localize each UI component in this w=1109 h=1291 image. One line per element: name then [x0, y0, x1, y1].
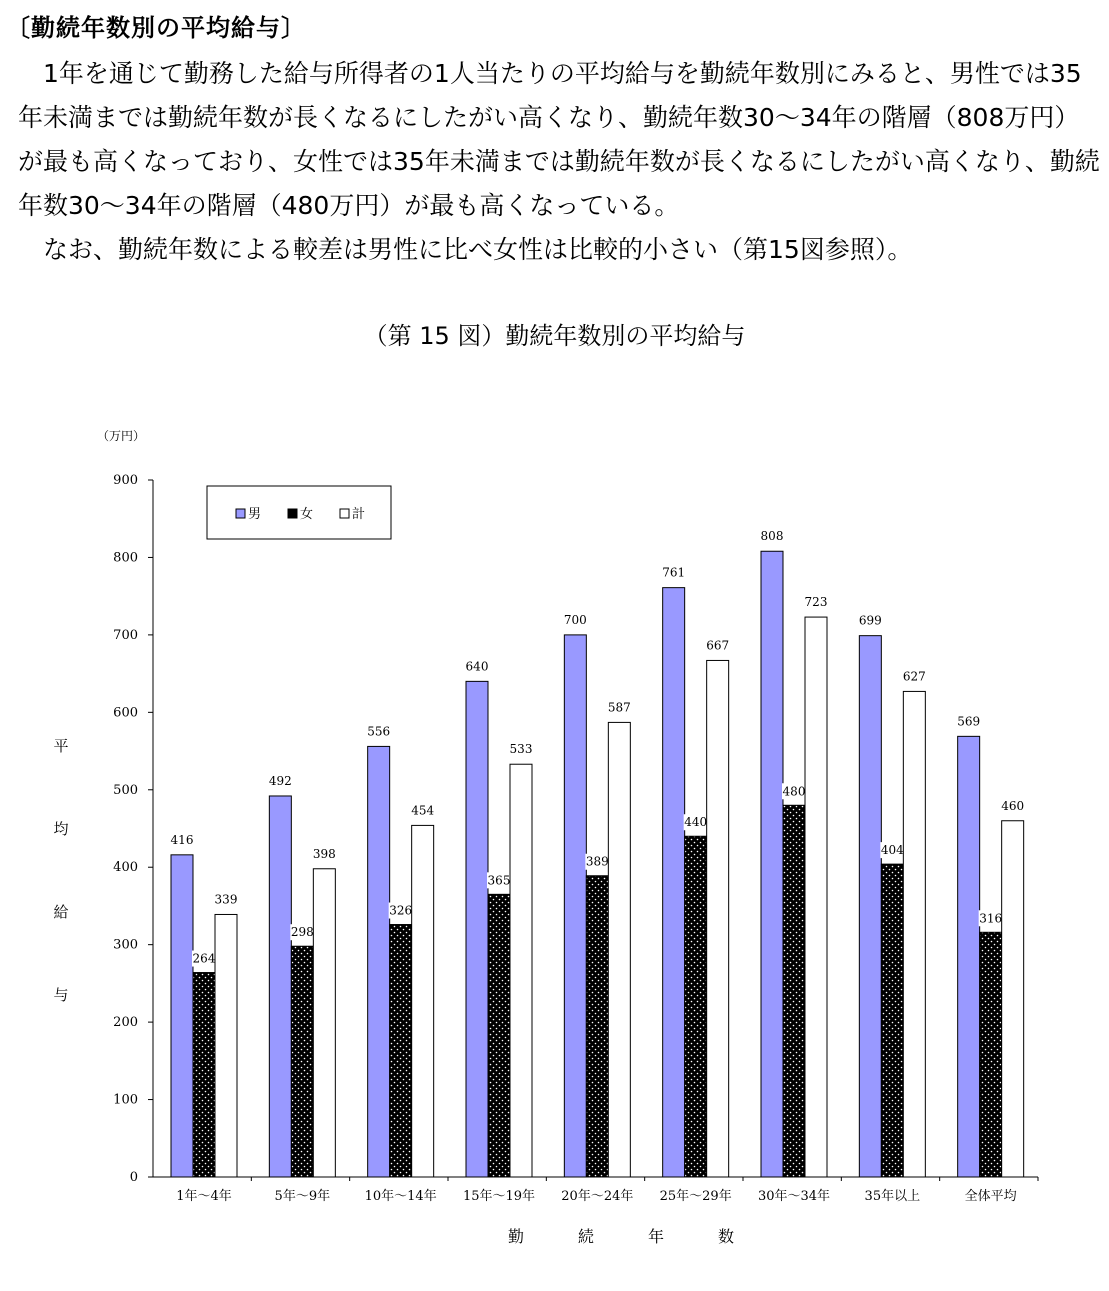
data-label-female: 316: [979, 911, 1003, 926]
y-axis-label-char: 給: [53, 903, 69, 921]
data-label-female: 264: [192, 951, 216, 966]
data-label-total: 460: [1001, 798, 1025, 813]
x-tick-label: 20年〜24年: [561, 1189, 634, 1204]
x-tick-label: 30年〜34年: [757, 1189, 831, 1204]
data-label-total: 398: [312, 846, 336, 861]
data-label-male: 569: [957, 714, 981, 729]
bar-total: [608, 722, 630, 1177]
y-axis-label-char: 均: [53, 820, 69, 838]
bar-chart: [0, 400, 1109, 1280]
legend-swatch: [340, 509, 349, 518]
legend-label: 男: [248, 507, 262, 522]
data-label-female: 480: [782, 784, 806, 799]
section-title: 〔勤続年数別の平均給与〕: [6, 14, 306, 42]
bar-female: [685, 836, 707, 1177]
data-label-total: 339: [214, 892, 238, 907]
x-tick-label: 5年〜9年: [274, 1189, 331, 1204]
y-tick-label: 500: [113, 782, 138, 798]
figure-title: （第 15 図）勤続年数別の平均給与: [363, 322, 746, 350]
data-label-female: 298: [290, 925, 314, 940]
x-axis-label-char: 続: [577, 1227, 595, 1246]
bar-total: [313, 869, 335, 1177]
bar-male: [761, 551, 783, 1177]
paragraph-text-2: なお、勤続年数による較差は男性に比べ女性は比較的小さい（第15図参照）。: [43, 235, 913, 264]
data-label-female: 404: [880, 843, 904, 858]
bar-female: [586, 876, 608, 1177]
bar-female: [881, 864, 903, 1177]
y-axis-label-char: 与: [53, 986, 69, 1004]
bar-male: [269, 796, 291, 1177]
y-tick-label: 200: [113, 1015, 138, 1031]
x-tick-label: 全体平均: [964, 1189, 1017, 1204]
bar-male: [958, 736, 980, 1177]
bar-female: [193, 973, 215, 1177]
y-axis-label-char: 平: [53, 737, 69, 755]
x-tick-label: 35年以上: [864, 1189, 921, 1204]
y-tick-label: 100: [113, 1092, 138, 1108]
x-tick-label: 1年〜4年: [176, 1189, 232, 1204]
x-axis-label-char: 勤: [507, 1227, 525, 1246]
data-label-male: 808: [760, 529, 784, 544]
data-label-male: 556: [367, 724, 391, 739]
bar-total: [412, 825, 434, 1177]
bar-male: [171, 855, 193, 1177]
data-label-female: 440: [684, 815, 708, 830]
x-tick-label: 25年〜29年: [659, 1189, 732, 1204]
bar-male: [859, 636, 881, 1177]
x-tick-label: 10年〜14年: [364, 1189, 437, 1204]
bar-male: [663, 588, 685, 1177]
x-axis-label-char: 数: [717, 1227, 735, 1246]
legend-label: 女: [300, 507, 314, 522]
y-tick-label: 400: [113, 860, 138, 876]
y-tick-label: 900: [113, 473, 138, 488]
bar-male: [466, 681, 488, 1177]
data-label-male: 699: [858, 613, 882, 628]
data-label-total: 454: [411, 803, 435, 818]
body-paragraph-2: [18, 228, 1100, 272]
bar-male: [368, 746, 390, 1177]
bar-total: [707, 660, 729, 1177]
y-tick-label: 800: [113, 550, 138, 566]
data-label-total: 533: [509, 742, 533, 757]
y-tick-label: 600: [113, 705, 138, 721]
bar-total: [1002, 821, 1024, 1177]
y-tick-label: 0: [129, 1170, 138, 1185]
bar-female: [783, 805, 805, 1177]
bar-male: [564, 635, 586, 1177]
bar-total: [805, 617, 827, 1177]
bar-female: [390, 925, 412, 1177]
y-tick-label: 300: [113, 937, 138, 953]
bar-female: [291, 946, 313, 1177]
bar-female: [980, 932, 1002, 1177]
x-tick-label: 15年〜19年: [462, 1189, 536, 1204]
body-paragraph-1: [18, 52, 1100, 228]
data-label-male: 492: [268, 773, 292, 788]
legend-label: 計: [352, 507, 366, 522]
paragraph-text-1: 1年を通じて勤務した給与所得者の1人当たりの平均給与を勤続年数別にみると、男性では35年未満までは勤続年数が長くなるにしたがい高くなり、勤続年数30〜34年の階層（808万円）が最も高くなっており、女性では35年未満までは勤続年数が長くなるにしたがい高くなり、勤続年数30〜34年の階層（480万円）が最も高くなっている。: [18, 59, 1100, 220]
bar-total: [215, 914, 237, 1177]
bar-female: [488, 894, 510, 1177]
y-tick-label: 700: [113, 627, 138, 643]
y-unit-label: （万円）: [97, 429, 146, 443]
x-axis-label-char: 年: [647, 1227, 665, 1246]
data-label-total: 627: [902, 669, 926, 684]
data-label-male: 640: [465, 659, 489, 674]
data-label-female: 326: [389, 903, 413, 918]
data-label-male: 700: [563, 612, 587, 627]
data-label-female: 365: [487, 873, 511, 888]
data-label-female: 389: [585, 854, 609, 869]
data-label-male: 761: [662, 565, 686, 580]
bar-total: [510, 764, 532, 1177]
data-label-total: 667: [706, 638, 730, 653]
data-label-total: 587: [607, 700, 631, 715]
legend-swatch: [236, 509, 245, 518]
data-label-male: 416: [170, 832, 194, 847]
legend-swatch: [288, 509, 297, 518]
bar-total: [903, 691, 925, 1177]
data-label-total: 723: [804, 595, 828, 610]
